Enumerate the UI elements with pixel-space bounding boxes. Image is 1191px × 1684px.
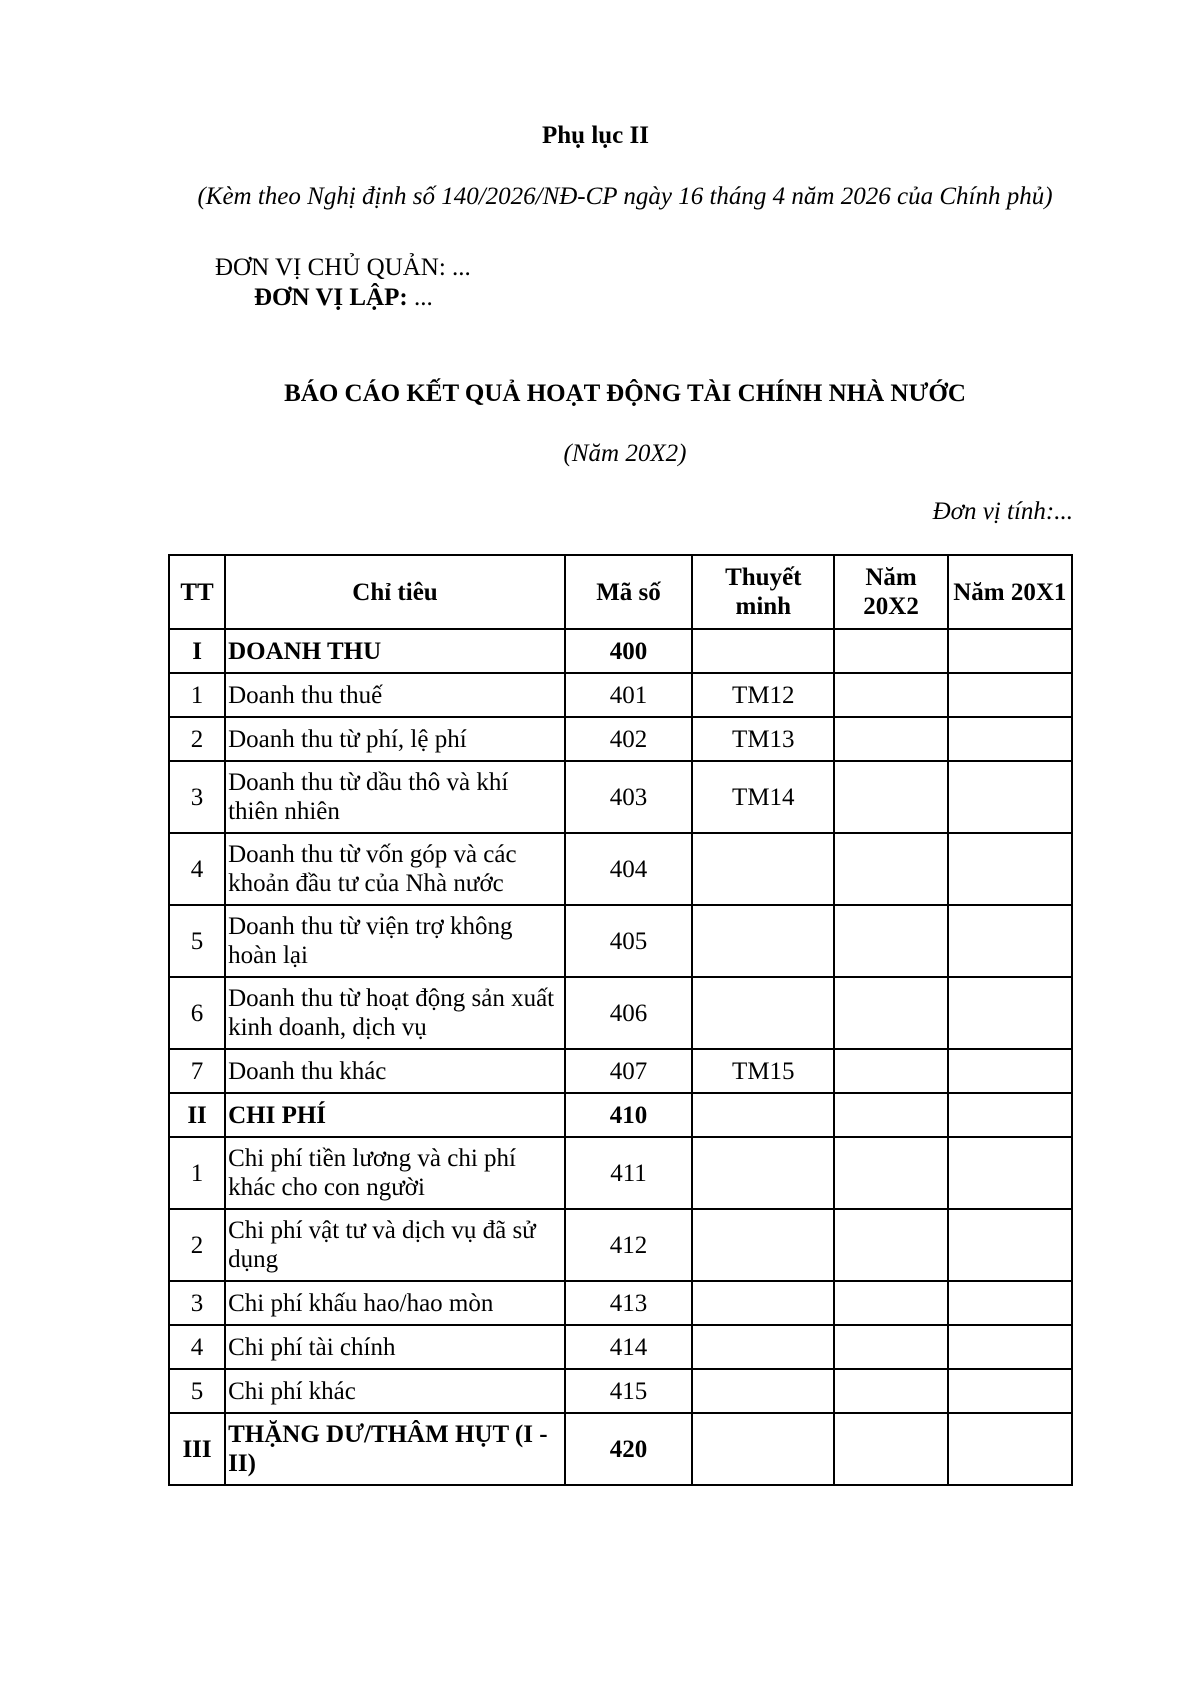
- header-note-line2: minh: [735, 593, 792, 620]
- row-code: 407: [565, 1049, 692, 1093]
- row-current-year-value: [834, 977, 947, 1049]
- row-previous-year-value: [948, 1137, 1072, 1209]
- row-current-year-value: [834, 673, 947, 717]
- row-number: 5: [169, 905, 225, 977]
- row-current-year-value: [834, 1413, 947, 1485]
- row-code: 412: [565, 1209, 692, 1281]
- header-note-line1: Thuyết: [725, 564, 802, 591]
- section-row: [169, 1413, 1072, 1485]
- header-current-year: [834, 555, 947, 629]
- row-previous-year-value: [948, 833, 1072, 905]
- row-current-year-value: [834, 833, 947, 905]
- section-row: [169, 629, 1072, 673]
- table-row: [169, 717, 1072, 761]
- header-previous-year: Năm 20X1: [948, 555, 1072, 629]
- row-current-year-value: [834, 905, 947, 977]
- unit-maker-label: ĐƠN VỊ LẬP:: [254, 284, 408, 311]
- row-note: TM12: [692, 673, 834, 717]
- unit-owner-label: ĐƠN VỊ CHỦ QUẢN:: [215, 254, 446, 281]
- header-note: [692, 555, 834, 629]
- row-current-year-value: [834, 1325, 947, 1369]
- row-number: 2: [169, 1209, 225, 1281]
- currency-unit: Đơn vị tính:...: [932, 498, 1073, 525]
- financial-report-table: [168, 554, 1073, 1486]
- header-item: Chỉ tiêu: [225, 555, 565, 629]
- row-number: 1: [169, 1137, 225, 1209]
- header-code: Mã số: [565, 555, 692, 629]
- table-row: [169, 977, 1072, 1049]
- table-row: [169, 833, 1072, 905]
- row-code: 415: [565, 1369, 692, 1413]
- row-code: 410: [565, 1093, 692, 1137]
- row-number: 4: [169, 1325, 225, 1369]
- unit-owner-value: ...: [452, 254, 471, 281]
- row-number: 7: [169, 1049, 225, 1093]
- row-item: Doanh thu từ vốn góp và các khoản đầu tư của Nhà nước: [225, 833, 565, 905]
- row-previous-year-value: [948, 905, 1072, 977]
- table-row: [169, 1369, 1072, 1413]
- row-code: 400: [565, 629, 692, 673]
- row-item: Doanh thu từ viện trợ không hoàn lại: [225, 905, 565, 977]
- row-previous-year-value: [948, 1093, 1072, 1137]
- row-number: 2: [169, 717, 225, 761]
- header-tt: TT: [169, 555, 225, 629]
- row-code: 401: [565, 673, 692, 717]
- row-previous-year-value: [948, 761, 1072, 833]
- row-item: THẶNG DƯ/THÂM HỤT (I - II): [225, 1413, 565, 1485]
- row-item: Chi phí vật tư và dịch vụ đã sử dụng: [225, 1209, 565, 1281]
- row-number: 4: [169, 833, 225, 905]
- row-note: [692, 833, 834, 905]
- row-previous-year-value: [948, 673, 1072, 717]
- table-row: [169, 905, 1072, 977]
- table-row: [169, 1281, 1072, 1325]
- row-item: Doanh thu từ phí, lệ phí: [225, 717, 565, 761]
- row-current-year-value: [834, 1137, 947, 1209]
- row-code: 405: [565, 905, 692, 977]
- row-code: 404: [565, 833, 692, 905]
- unit-owner-line: [215, 254, 471, 282]
- row-item: Chi phí tiền lương và chi phí khác cho con người: [225, 1137, 565, 1209]
- unit-maker-line: [254, 284, 433, 312]
- row-previous-year-value: [948, 977, 1072, 1049]
- table-row: [169, 673, 1072, 717]
- row-item: Chi phí khác: [225, 1369, 565, 1413]
- row-note: [692, 1137, 834, 1209]
- row-number: II: [169, 1093, 225, 1137]
- row-note: [692, 1369, 834, 1413]
- row-previous-year-value: [948, 629, 1072, 673]
- row-item: Chi phí tài chính: [225, 1325, 565, 1369]
- row-previous-year-value: [948, 1369, 1072, 1413]
- row-item: Doanh thu thuế: [225, 673, 565, 717]
- row-previous-year-value: [948, 1325, 1072, 1369]
- header-current-line1: Năm: [865, 564, 917, 591]
- row-item: CHI PHÍ: [225, 1093, 565, 1137]
- report-year: (Năm 20X2): [563, 440, 687, 467]
- row-current-year-value: [834, 1281, 947, 1325]
- row-previous-year-value: [948, 1209, 1072, 1281]
- row-number: 3: [169, 761, 225, 833]
- row-code: 420: [565, 1413, 692, 1485]
- row-note: TM13: [692, 717, 834, 761]
- row-current-year-value: [834, 761, 947, 833]
- table-row: [169, 1049, 1072, 1093]
- row-note: [692, 977, 834, 1049]
- row-code: 402: [565, 717, 692, 761]
- row-code: 413: [565, 1281, 692, 1325]
- decree-reference: (Kèm theo Nghị định số 140/2026/NĐ-CP ngày 16 tháng 4 năm 2026 của Chính phủ): [197, 183, 1053, 210]
- table-header-row: [169, 555, 1072, 629]
- row-note: TM15: [692, 1049, 834, 1093]
- appendix-title: Phụ lục II: [542, 122, 649, 149]
- row-previous-year-value: [948, 1413, 1072, 1485]
- row-current-year-value: [834, 1049, 947, 1093]
- row-note: [692, 1281, 834, 1325]
- row-number: 1: [169, 673, 225, 717]
- row-item: Doanh thu từ hoạt động sản xuất kinh doanh, dịch vụ: [225, 977, 565, 1049]
- row-current-year-value: [834, 1209, 947, 1281]
- row-number: 3: [169, 1281, 225, 1325]
- row-code: 414: [565, 1325, 692, 1369]
- table-body: [169, 629, 1072, 1485]
- table-row: [169, 1137, 1072, 1209]
- row-number: III: [169, 1413, 225, 1485]
- row-number: 5: [169, 1369, 225, 1413]
- row-item: Doanh thu khác: [225, 1049, 565, 1093]
- row-note: [692, 905, 834, 977]
- row-item: DOANH THU: [225, 629, 565, 673]
- row-previous-year-value: [948, 1049, 1072, 1093]
- row-code: 411: [565, 1137, 692, 1209]
- row-note: [692, 1093, 834, 1137]
- row-current-year-value: [834, 1369, 947, 1413]
- unit-maker-value: ...: [413, 284, 433, 311]
- row-code: 403: [565, 761, 692, 833]
- row-previous-year-value: [948, 1281, 1072, 1325]
- row-note: [692, 1209, 834, 1281]
- row-note: TM14: [692, 761, 834, 833]
- header-current-line2: 20X2: [863, 593, 919, 620]
- section-row: [169, 1093, 1072, 1137]
- row-note: [692, 1413, 834, 1485]
- row-number: I: [169, 629, 225, 673]
- row-note: [692, 1325, 834, 1369]
- row-item: Chi phí khấu hao/hao mòn: [225, 1281, 565, 1325]
- table-row: [169, 761, 1072, 833]
- row-current-year-value: [834, 717, 947, 761]
- report-title: BÁO CÁO KẾT QUẢ HOẠT ĐỘNG TÀI CHÍNH NHÀ NƯỚC: [284, 380, 966, 407]
- row-previous-year-value: [948, 717, 1072, 761]
- row-current-year-value: [834, 629, 947, 673]
- row-item: Doanh thu từ dầu thô và khí thiên nhiên: [225, 761, 565, 833]
- table-row: [169, 1325, 1072, 1369]
- row-current-year-value: [834, 1093, 947, 1137]
- row-number: 6: [169, 977, 225, 1049]
- row-note: [692, 629, 834, 673]
- row-code: 406: [565, 977, 692, 1049]
- table-row: [169, 1209, 1072, 1281]
